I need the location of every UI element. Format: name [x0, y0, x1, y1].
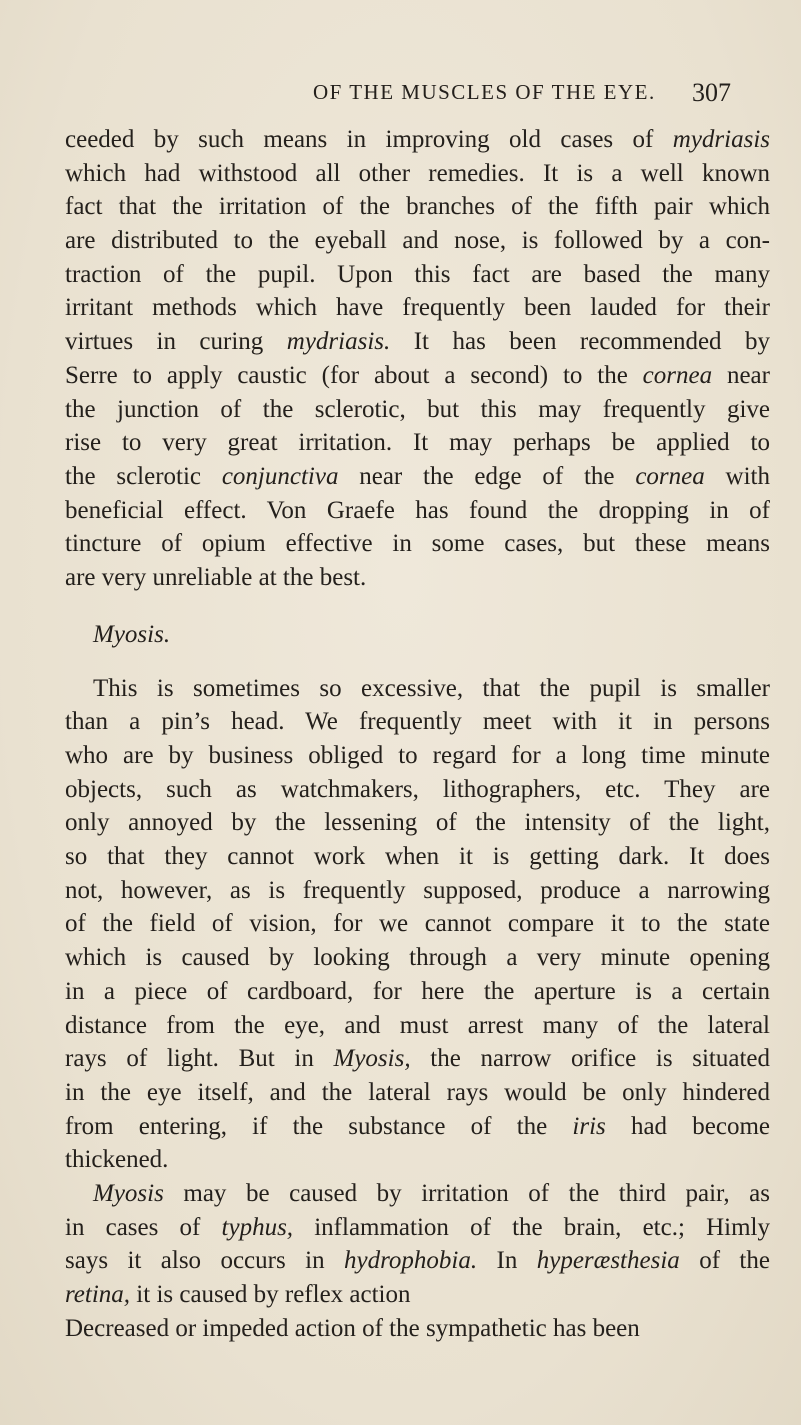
- text-line: [65, 1143, 770, 1177]
- text-line: [65, 527, 770, 561]
- text-run: in a piece of cardboard, for here the aperture is a certain: [65, 977, 770, 1005]
- text-run: the narrow orifice is situated: [410, 1045, 770, 1073]
- text-line: [65, 739, 770, 773]
- paragraph-mydriasis-continued: [65, 123, 770, 595]
- italic-term: conjunctiva: [221, 462, 339, 490]
- italic-term: retina,: [65, 1281, 131, 1308]
- text-run: of the field of vision, for we cannot compare it to the state: [65, 910, 770, 938]
- text-run: so that they cannot work when it is getting dark. It does: [65, 843, 770, 871]
- text-run: not, however, as is frequently supposed, produce a narrowing: [65, 876, 770, 904]
- italic-term: Myosis,: [333, 1045, 411, 1073]
- section-gap: [65, 595, 770, 612]
- text-line: [65, 1312, 770, 1346]
- italic-term: mydriasis: [672, 126, 770, 153]
- text-line: [65, 874, 770, 908]
- text-run: near the edge of the: [338, 462, 636, 490]
- text-run: Decreased or impeded action of the sympathetic has been: [65, 1314, 640, 1342]
- text-line: [65, 460, 770, 494]
- page-number: 307: [692, 78, 731, 107]
- text-run: rise to very great irritation. It may perhaps be applied to: [65, 429, 770, 457]
- text-line: [65, 561, 770, 595]
- text-line: [65, 1110, 770, 1144]
- text-run: This is sometimes so excessive, that the pupil is smaller: [93, 674, 770, 702]
- text-line: [65, 975, 770, 1009]
- text-line: [65, 291, 770, 325]
- text-line: [65, 840, 770, 874]
- italic-term: typhus,: [221, 1213, 294, 1241]
- italic-term: cornea: [635, 462, 705, 490]
- italic-term: hyperæsthesia: [536, 1247, 680, 1275]
- running-title: OF THE MUSCLES OF THE EYE.: [313, 80, 656, 104]
- text-line: [65, 393, 770, 427]
- text-line: [65, 1076, 770, 1110]
- text-run: had become: [605, 1112, 770, 1140]
- text-line: [65, 907, 770, 941]
- text-run: are very unreliable at the best.: [65, 563, 367, 591]
- text-run: thickened.: [65, 1146, 169, 1174]
- text-line: [65, 190, 770, 224]
- text-run: may be caused by irritation of the third pair, as: [163, 1179, 770, 1207]
- text-run: near: [712, 361, 770, 389]
- paragraph-myosis: [65, 672, 770, 1346]
- text-run: Serre to apply caustic (for about a second) to the: [65, 361, 643, 389]
- italic-term: iris: [572, 1112, 606, 1140]
- text-run: are distributed to the eyeball and nose, is followed by a con-: [65, 227, 770, 255]
- italic-term: Myosis: [93, 1179, 164, 1207]
- text-run: from entering, if the substance of the: [65, 1112, 573, 1140]
- text-run: in the eye itself, and the lateral rays would be only hindered: [65, 1078, 770, 1106]
- text-line: [65, 1244, 770, 1278]
- text-run: objects, such as watchmakers, lithographers, etc. They are: [65, 775, 770, 803]
- text-line: [65, 941, 770, 975]
- italic-term: mydriasis.: [286, 328, 391, 356]
- text-line: [65, 806, 770, 840]
- text-run: fact that the irritation of the branches of the fifth pair which: [65, 193, 770, 221]
- text-run: In: [477, 1247, 537, 1275]
- text-run: with: [704, 462, 770, 490]
- text-run: irritant methods which have frequently been lauded for their: [65, 294, 770, 322]
- text-run: tincture of opium effective in some cases, but these means: [65, 530, 770, 558]
- text-run: in cases of: [65, 1213, 222, 1241]
- text-run: says it also occurs in: [65, 1247, 344, 1275]
- text-run: which is caused by looking through a very minute opening: [65, 944, 770, 972]
- text-run: virtues in curing: [65, 328, 287, 356]
- text-run: than a pin’s head. We frequently meet with it in persons: [65, 708, 770, 736]
- text-run: of the: [679, 1247, 770, 1275]
- text-line: [65, 123, 770, 157]
- text-run: distance from the eye, and must arrest many of the lateral: [65, 1011, 770, 1039]
- text-line: [65, 224, 770, 258]
- text-line: [65, 1177, 770, 1211]
- body-text: [65, 123, 770, 1345]
- text-run: traction of the pupil. Upon this fact are based the many: [65, 260, 770, 288]
- text-line: [65, 359, 770, 393]
- text-run: the junction of the sclerotic, but this may frequently give: [65, 395, 770, 423]
- text-line: [65, 258, 770, 292]
- text-run: It has been recommended by: [390, 328, 771, 356]
- text-line: [65, 1278, 770, 1312]
- text-line: [65, 705, 770, 739]
- text-line: [65, 672, 770, 706]
- italic-term: hydrophobia.: [343, 1247, 478, 1275]
- text-run: who are by business obliged to regard for a long time minute: [65, 742, 770, 769]
- text-run: beneficial effect. Von Graefe has found the dropping in of: [65, 496, 770, 524]
- text-line: [65, 773, 770, 807]
- text-run: ceeded by such means in improving old cases of: [65, 126, 673, 153]
- text-run: only annoyed by the lessening of the intensity of the light,: [65, 809, 770, 837]
- text-line: [65, 1042, 770, 1076]
- text-line: [65, 426, 770, 460]
- text-run: which had withstood all other remedies. It is a well known: [65, 159, 770, 187]
- text-run: rays of light. But in: [65, 1045, 334, 1073]
- running-head: [0, 80, 801, 110]
- italic-term: cornea: [642, 361, 713, 389]
- text-run: the sclerotic: [65, 462, 222, 490]
- text-line: [65, 1009, 770, 1043]
- text-run: it is caused by reflex action: [130, 1281, 411, 1308]
- text-run: inflammation of the brain, etc.; Himly: [293, 1213, 770, 1241]
- text-line: [65, 325, 770, 359]
- section-heading: Myosis.: [93, 620, 171, 648]
- text-line: [65, 157, 770, 191]
- text-line: [65, 494, 770, 528]
- text-line: [65, 1211, 770, 1245]
